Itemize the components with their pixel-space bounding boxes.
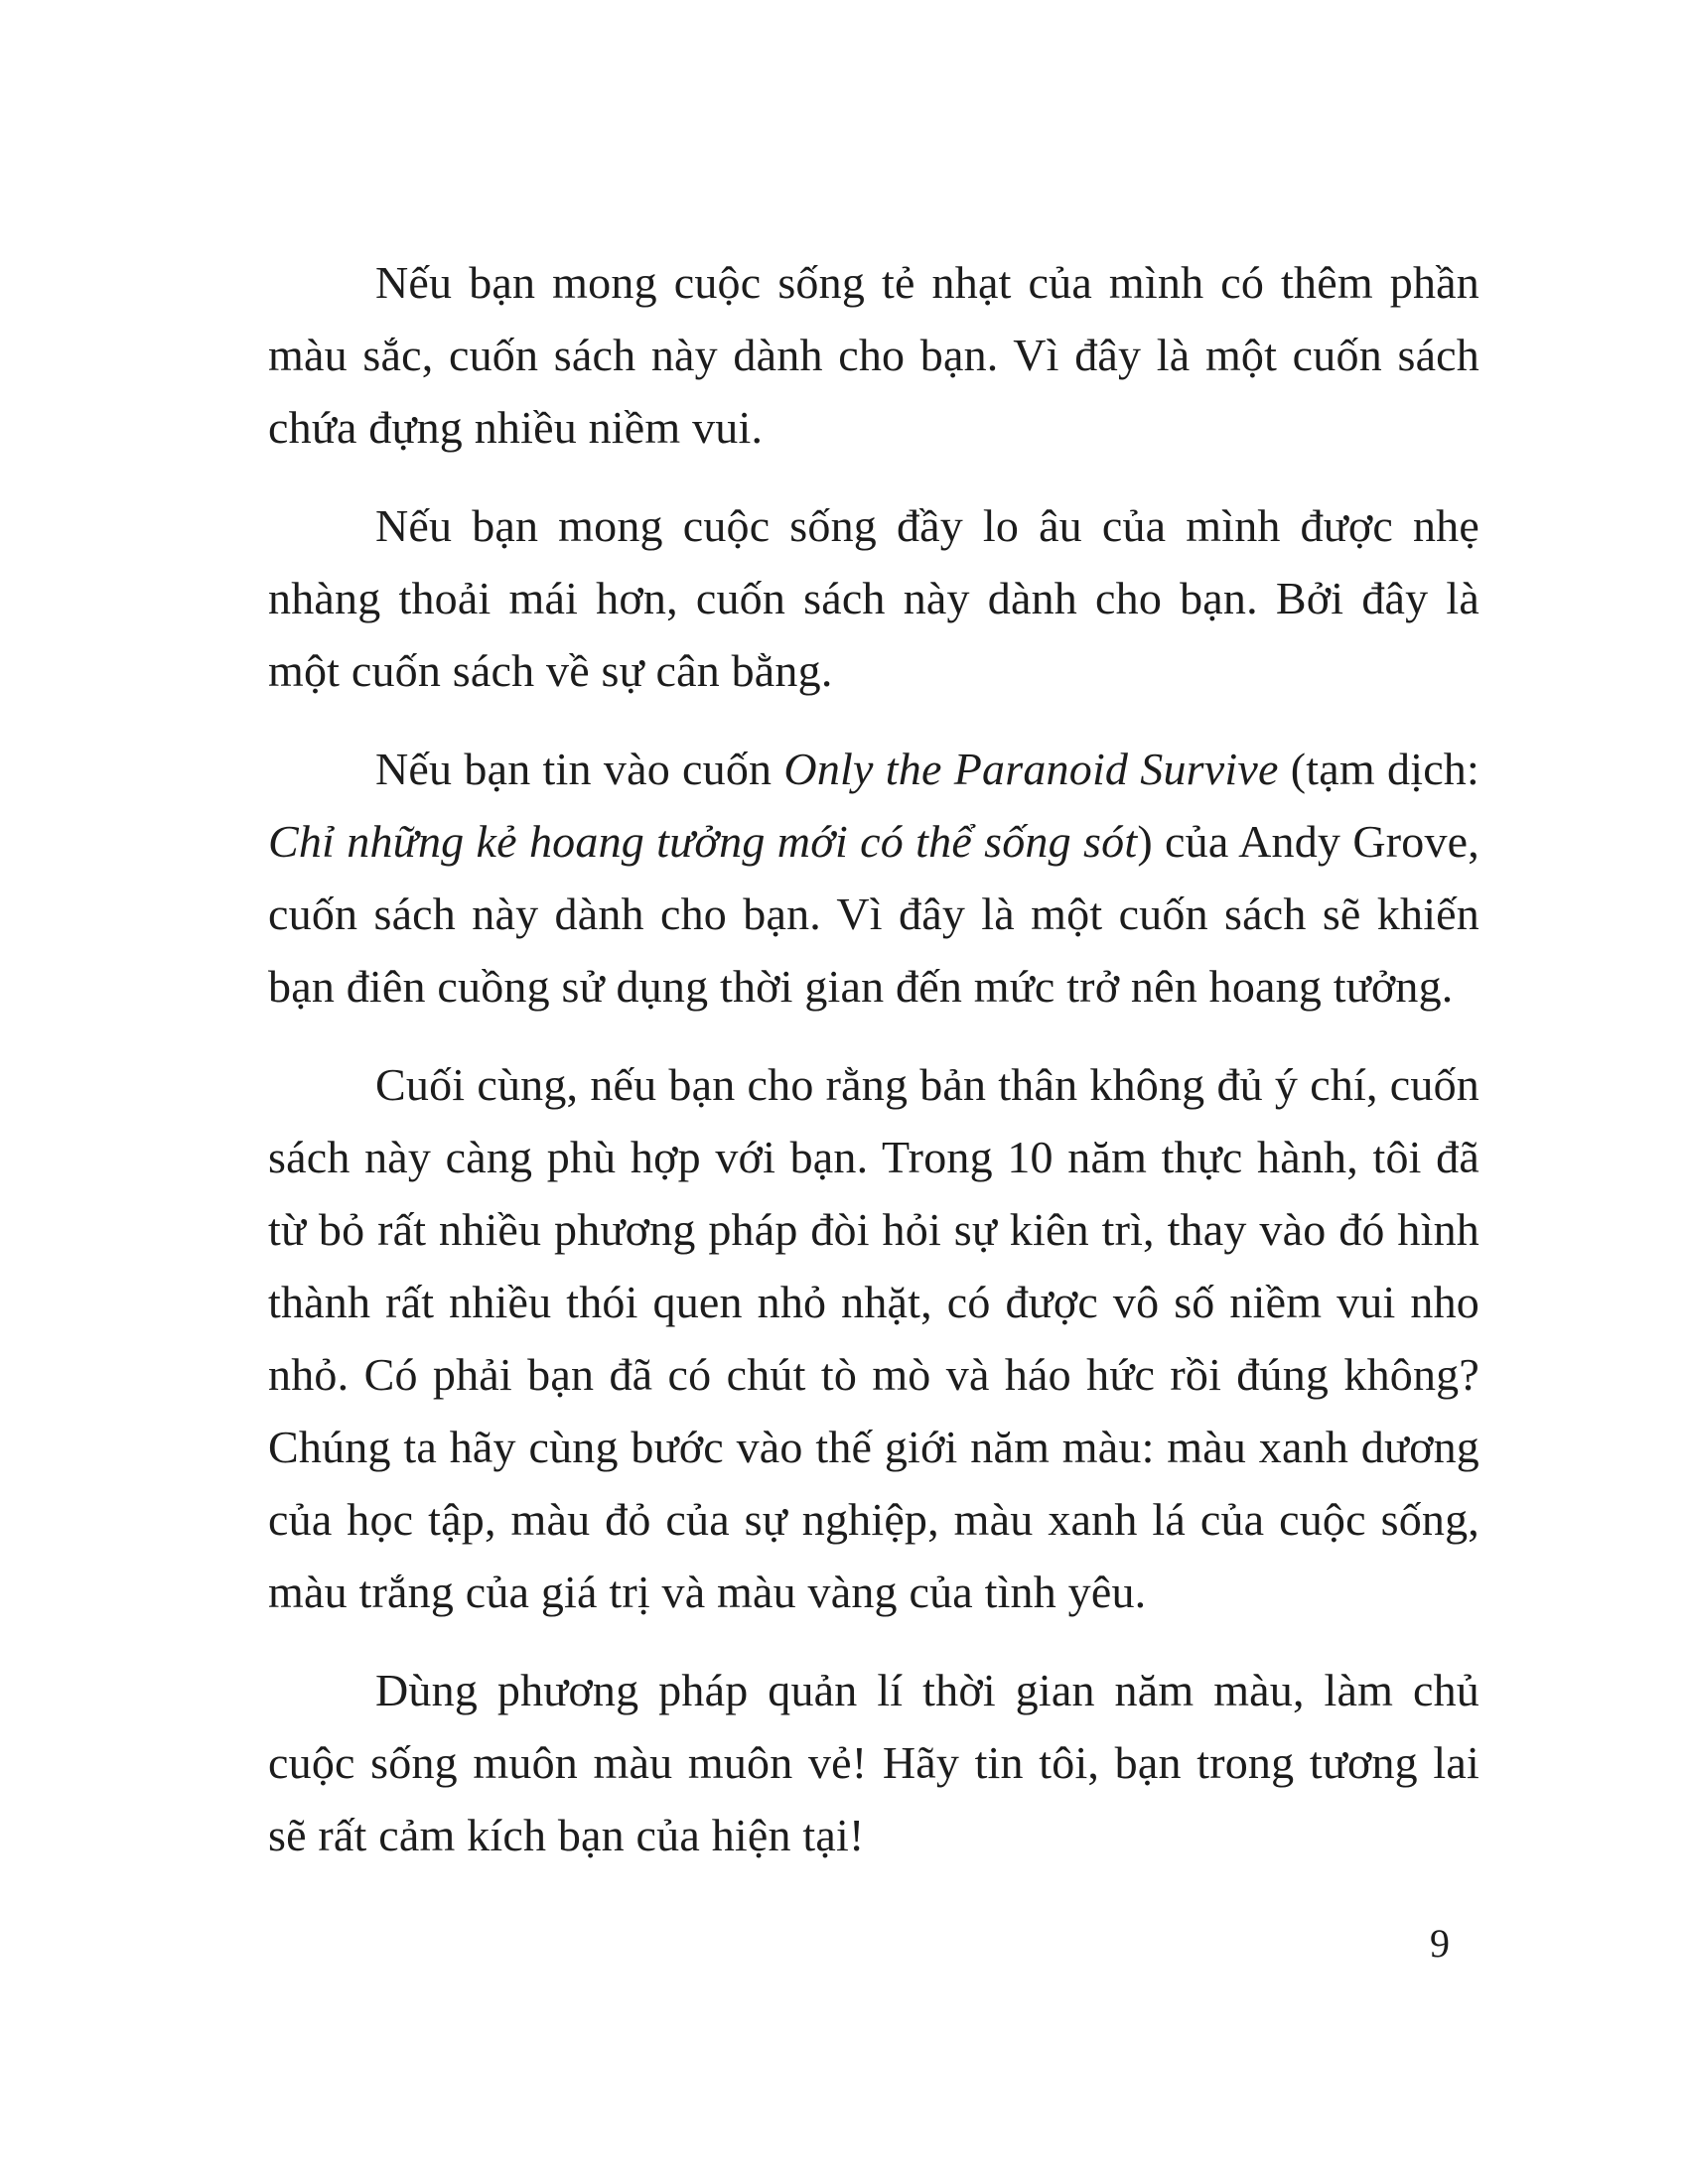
paragraph-intro-color: Nếu bạn mong cuộc sống tẻ nhạt của mình có thêm phần màu sắc, cuốn sách này dành cho bạn. Vì đây là một cuốn sách chứa đựng nhiều niềm vui. <box>268 257 1479 453</box>
paragraph-paranoid-survive <box>268 733 1479 1023</box>
paragraph-text: ) của Andy Grove, cuốn sách này dành cho bạn. Vì đây là một cuốn sách sẽ khiến bạn điên cuồng sử dụng thời gian đến mức trở nên hoang tưởng. <box>268 816 1479 1012</box>
page-number: 9 <box>1430 1921 1450 1966</box>
paragraph-five-colors: Cuối cùng, nếu bạn cho rằng bản thân không đủ ý chí, cuốn sách này càng phù hợp với bạn. Trong 10 năm thực hành, tôi đã từ bỏ rất nhiều phương pháp đòi hỏi sự kiên trì, thay vào đó hình thành rất nhiều thói quen nhỏ nhặt, có được vô số niềm vui nho nhỏ. Có phải bạn đã có chút tò mò và háo hức rồi đúng không? Chúng ta hãy cùng bước vào thế giới năm màu: màu xanh dương của học tập, màu đỏ của sự nghiệp, màu xanh lá của cuộc sống, màu trắng của giá trị và màu vàng của tình yêu. <box>268 1059 1479 1617</box>
paragraph-closing: Dùng phương pháp quản lí thời gian năm màu, làm chủ cuộc sống muôn màu muôn vẻ! Hãy tin tôi, bạn trong tương lai sẽ rất cảm kích bạn của hiện tại! <box>268 1665 1479 1860</box>
page-content <box>268 246 1479 1897</box>
book-title-english: Only the Paranoid Survive <box>783 744 1279 794</box>
book-title-vietnamese: Chỉ những kẻ hoang tưởng mới có thể sống sót <box>268 816 1138 867</box>
paragraph-text: (tạm dịch: <box>1278 744 1479 794</box>
paragraph-intro-balance: Nếu bạn mong cuộc sống đầy lo âu của mình được nhẹ nhàng thoải mái hơn, cuốn sách này dành cho bạn. Bởi đây là một cuốn sách về sự cân bằng. <box>268 500 1479 696</box>
paragraph-text: Nếu bạn tin vào cuốn <box>375 744 784 794</box>
